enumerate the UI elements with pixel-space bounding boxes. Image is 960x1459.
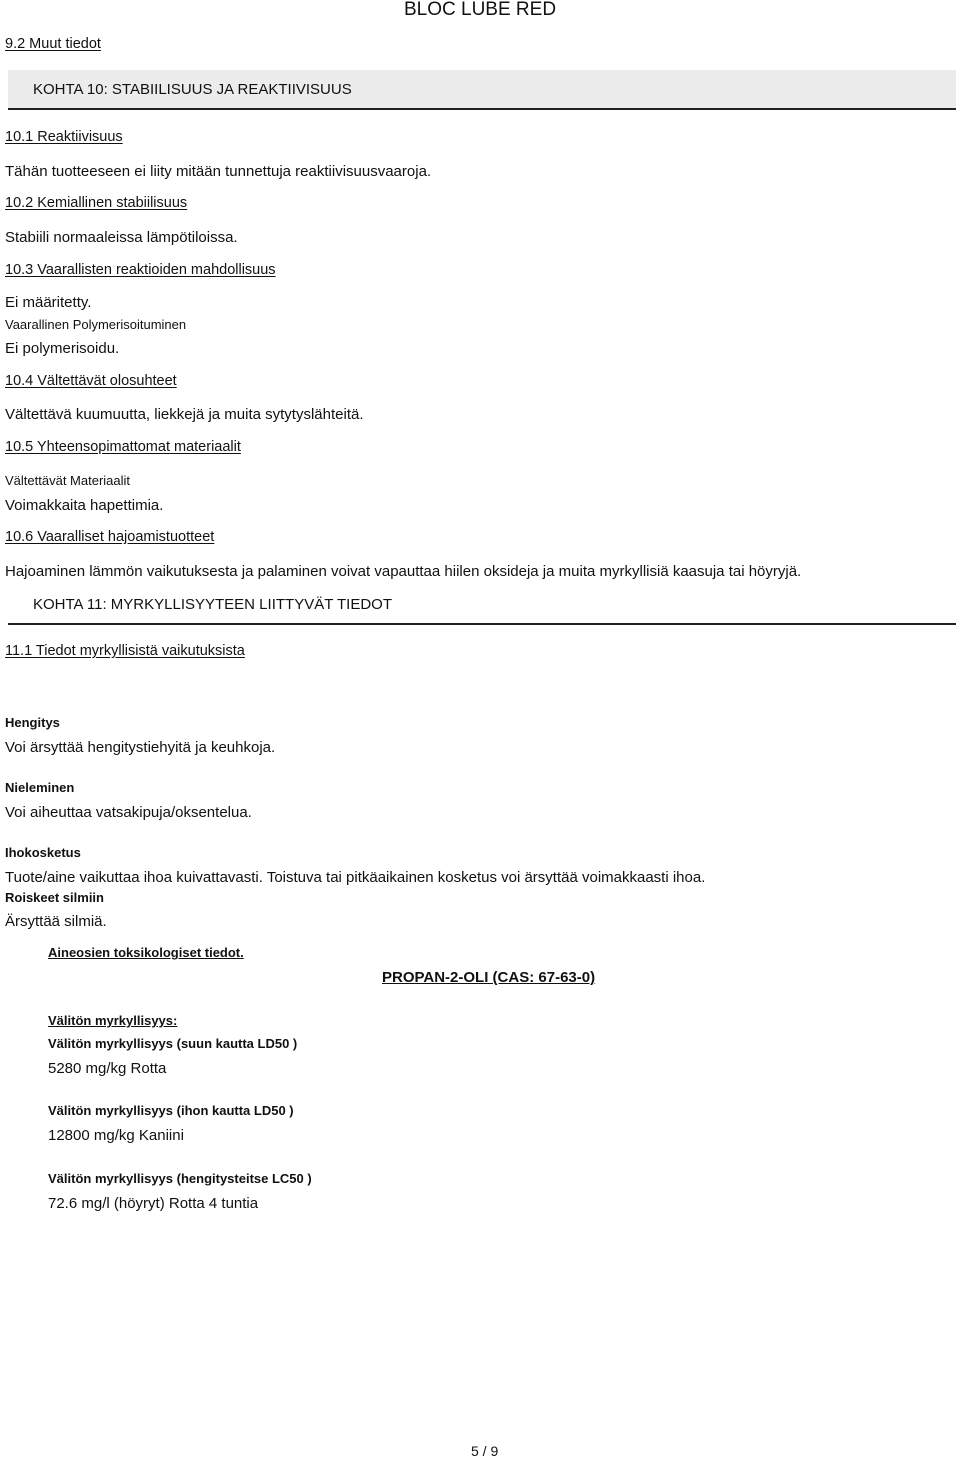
reactivity-text: Tähän tuotteeseen ei liity mitään tunnettuja reaktiivisuusvaaroja. xyxy=(5,163,432,180)
document-product-title: BLOC LUBE RED xyxy=(404,0,557,20)
eye-contact-text: Ärsyttää silmiä. xyxy=(5,913,107,930)
toxicology-ingredients-heading: Aineosien toksikologiset tiedot. xyxy=(48,945,244,960)
section-11-banner xyxy=(8,593,956,625)
skin-contact-text: Tuote/aine vaikuttaa ihoa kuivattavasti. Toistuva tai pitkäaikainen kosketus voi ärsyttää voimakkaasti ihoa. xyxy=(5,869,706,886)
skin-contact-label: Ihokosketus xyxy=(5,845,81,860)
subsection-10-1-heading: 10.1 Reaktiivisuus xyxy=(5,129,123,145)
ingestion-label: Nieleminen xyxy=(5,780,75,795)
polymerisation-text: Ei polymerisoidu. xyxy=(5,340,120,357)
section-11-title: KOHTA 11: MYRKYLLISYYTEEN LIITTYVÄT TIEDOT xyxy=(33,596,392,613)
hazardous-reactions-text: Ei määritetty. xyxy=(5,294,92,311)
decomposition-products-text: Hajoaminen lämmön vaikutuksesta ja palaminen voivat vapauttaa hiilen oksideja ja muita myrkyllisiä kaasuja tai höyryjä. xyxy=(5,563,802,580)
dermal-ld50-value: 12800 mg/kg Kaniini xyxy=(48,1127,184,1144)
substance-name: PROPAN-2-OLI (CAS: 67-63-0) xyxy=(382,969,596,986)
subsection-11-1-heading: 11.1 Tiedot myrkyllisistä vaikutuksista xyxy=(5,643,245,659)
subsection-10-4-heading: 10.4 Vältettävät olosuhteet xyxy=(5,373,177,389)
subsection-10-6-heading: 10.6 Vaaralliset hajoamistuotteet xyxy=(5,529,215,545)
section-10-banner xyxy=(8,70,956,110)
subsection-10-5-heading: 10.5 Yhteensopimattomat materiaalit xyxy=(5,439,241,455)
inhalation-lc50-label: Välitön myrkyllisyys (hengitysteitse LC50 ) xyxy=(48,1171,312,1186)
ingestion-text: Voi aiheuttaa vatsakipuja/oksentelua. xyxy=(5,804,252,821)
acute-toxicity-heading: Välitön myrkyllisyys: xyxy=(48,1013,178,1028)
inhalation-lc50-value: 72.6 mg/l (höyryt) Rotta 4 tuntia xyxy=(48,1195,259,1212)
subsection-10-2-heading: 10.2 Kemiallinen stabiilisuus xyxy=(5,195,188,211)
subsection-9-2-heading: 9.2 Muut tiedot xyxy=(5,36,101,52)
section-10-title: KOHTA 10: STABIILISUUS JA REAKTIIVISUUS xyxy=(33,81,352,98)
materials-to-avoid-text: Voimakkaita hapettimia. xyxy=(5,497,164,514)
polymerisation-label: Vaarallinen Polymerisoituminen xyxy=(5,317,187,332)
inhalation-label: Hengitys xyxy=(5,715,60,730)
oral-ld50-label: Välitön myrkyllisyys (suun kautta LD50 ) xyxy=(48,1036,298,1051)
dermal-ld50-label: Välitön myrkyllisyys (ihon kautta LD50 ) xyxy=(48,1103,294,1118)
stability-text: Stabiili normaaleissa lämpötiloissa. xyxy=(5,229,238,246)
oral-ld50-value: 5280 mg/kg Rotta xyxy=(48,1060,167,1077)
conditions-to-avoid-text: Vältettävä kuumuutta, liekkejä ja muita sytytyslähteitä. xyxy=(5,406,364,423)
materials-to-avoid-label: Vältettävät Materiaalit xyxy=(5,473,131,488)
inhalation-text: Voi ärsyttää hengitystiehyitä ja keuhkoja. xyxy=(5,739,276,756)
subsection-10-3-heading: 10.3 Vaarallisten reaktioiden mahdollisuus xyxy=(5,262,276,278)
page-number: 5 / 9 xyxy=(471,1443,499,1459)
eye-contact-label: Roiskeet silmiin xyxy=(5,890,104,905)
